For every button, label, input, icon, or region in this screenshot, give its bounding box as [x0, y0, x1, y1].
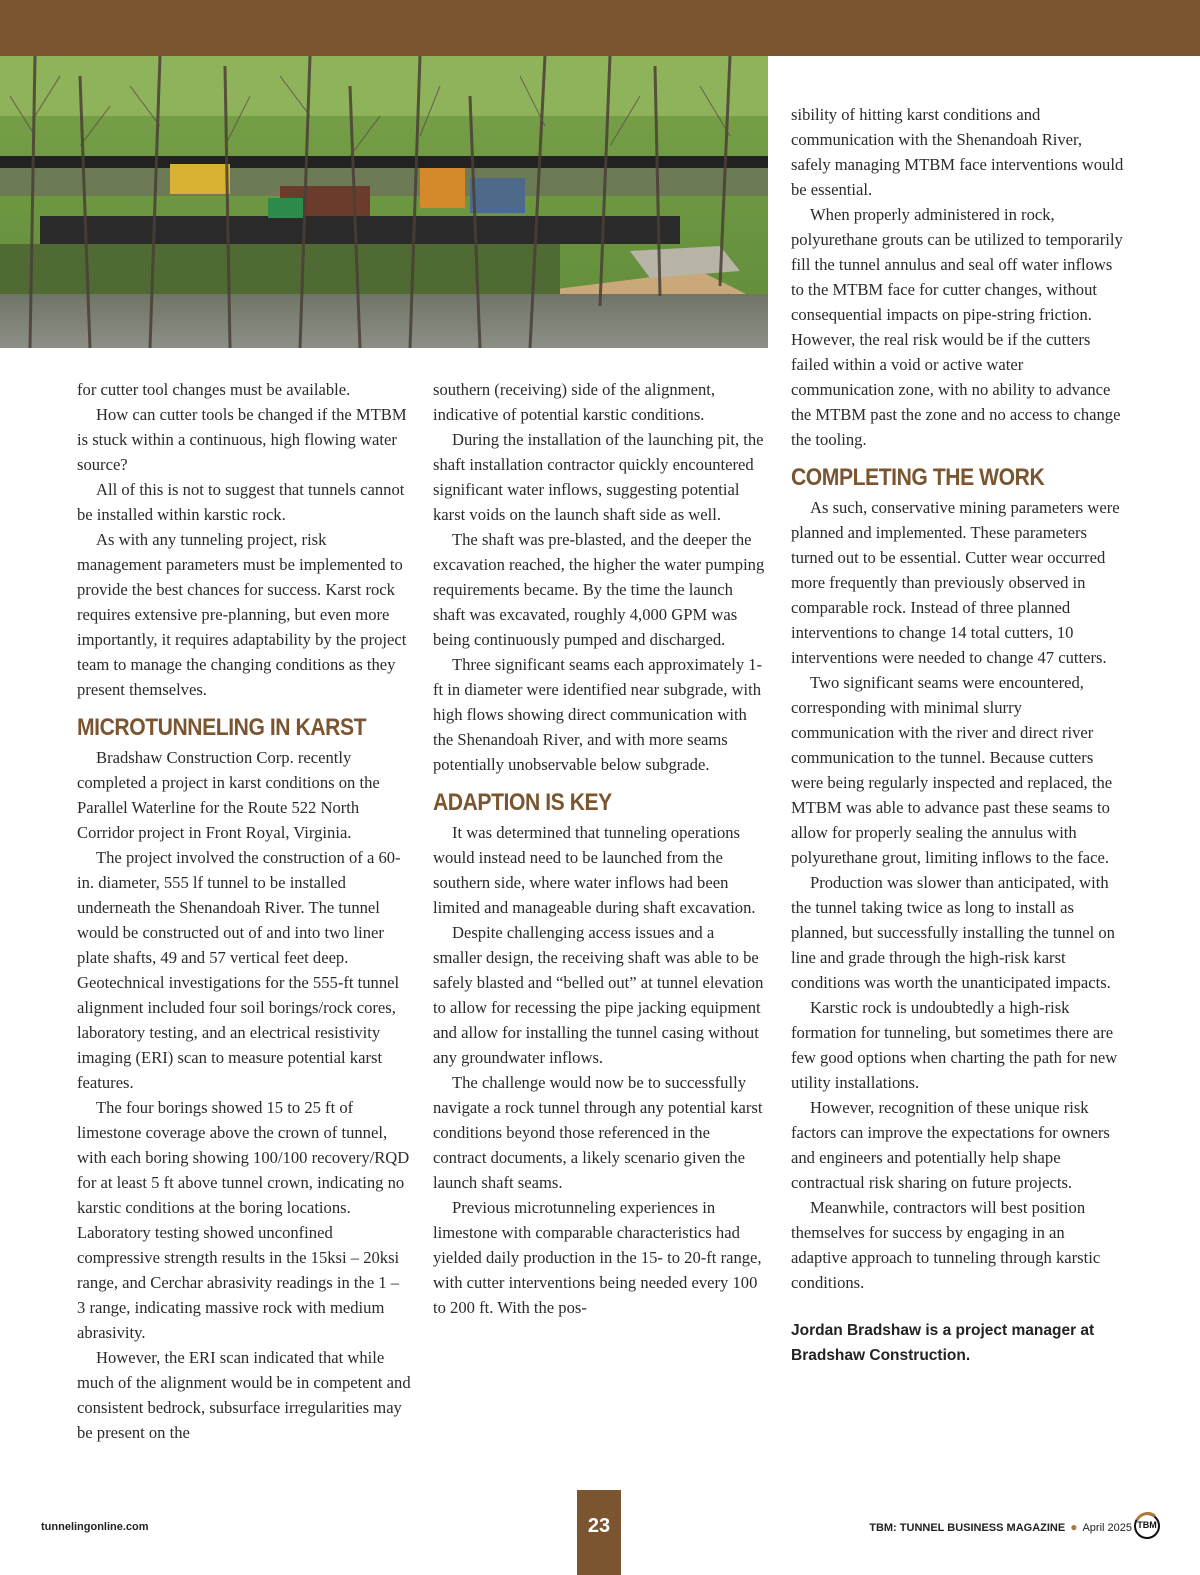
tbm-logo-text: TBM — [1137, 1520, 1157, 1530]
site-photo — [0, 56, 768, 348]
paragraph: The project involved the construction of a 60-in. diameter, 555 lf tunnel to be installed underneath the Shenandoah River. The tunnel would be constructed out of and into two liner plate shafts, 49 and 57 vertical feet deep. Geotechnical investigations for the 555-ft tunnel alignment included four soil borings/rock cores, laboratory testing, and an electrical resistivity imaging (ERI) scan to measure potential karst features. — [77, 848, 401, 1092]
paragraph: As such, conservative mining parameters were planned and implemented. These parameters turned out to be essential. Cutter wear occurred more frequently than previously observed in comparable rock. Instead of three planned interventions to change 14 total cutters, 10 interventions were needed to change 47 cutters. — [791, 498, 1120, 667]
paragraph: During the installation of the launching pit, the shaft installation contractor quickly encountered significant water inflows, suggesting potential karst voids on the launch shaft side as well. — [433, 430, 764, 524]
paragraph: sibility of hitting karst conditions and communication with the Shenandoah River, safely managing MTBM face interventions would be essential. — [791, 105, 1124, 199]
paragraph: Bradshaw Construction Corp. recently completed a project in karst conditions on the Parallel Waterline for the Route 522 North Corridor project in Front Royal, Virginia. — [77, 748, 380, 842]
paragraph: Production was slower than anticipated, with the tunnel taking twice as long to install as planned, but successfully installing the tunnel on line and grade through the high-risk karst conditions was worth the unanticipated impacts. — [791, 873, 1115, 992]
page-number-box — [577, 1490, 621, 1575]
bullet-dot-icon: ● — [1070, 1520, 1078, 1534]
paragraph: All of this is not to suggest that tunnels cannot be installed within karstic rock. — [77, 480, 405, 524]
paragraph: The challenge would now be to successfully navigate a rock tunnel through any potential karst conditions beyond those referenced in the contract documents, a likely scenario given the launch shaft seams. — [433, 1073, 763, 1192]
page-number: 23 — [587, 1515, 611, 1537]
section-heading: ADAPTION IS KEY — [433, 789, 612, 816]
magazine-name: TBM: TUNNEL BUSINESS MAGAZINE — [869, 1522, 1066, 1534]
paragraph: As with any tunneling project, risk management parameters must be implemented to provide the best chances for success. Karst rock requires extensive pre-planning, but even more importantly, it requires adaptability by the project team to manage the changing conditions as they present themselves. — [77, 530, 407, 699]
paragraph: When properly administered in rock, polyurethane grouts can be utilized to temporarily fill the tunnel annulus and seal off water inflows to the MTBM face for cutter changes, without consequential impacts on pipe-string friction. However, the real risk would be if the cutters failed within a void or active water communication zone, with no ability to advance the MTBM past the zone and no access to change the tooling. — [791, 205, 1123, 449]
paragraph: However, the ERI scan indicated that while much of the alignment would be in competent and consistent bedrock, subsurface irregularities may be present on the — [77, 1348, 411, 1442]
paragraph: The four borings showed 15 to 25 ft of limestone coverage above the crown of tunnel, with each boring showing 100/100 recovery/RQD for at least 5 ft above tunnel crown, indicating no karstic conditions at the boring locations. Laboratory testing showed unconfined compressive strength results in the 15ksi – 20ksi range, and Cerchar abrasivity readings in the 1 – 3 range, indicating massive rock with medium abrasivity. — [77, 1098, 410, 1342]
section-heading: COMPLETING THE WORK — [791, 464, 1045, 491]
footer-magazine-info — [869, 1515, 1132, 1540]
paragraph: Two significant seams were encountered, corresponding with minimal slurry communication with the river and direct river communication to the tunnel. Because cutters were being regularly inspected and replaced, the MTBM was able to advance past these seams to allow for properly sealing the annulus with polyurethane grout, limiting inflows to the face. — [791, 673, 1113, 867]
paragraph: It was determined that tunneling operations would instead need to be launched from the southern side, where water inflows had been limited and manageable during shaft excavation. — [433, 823, 756, 917]
paragraph: Three significant seams each approximately 1-ft in diameter were identified near subgrade, with high flows showing direct communication with the Shenandoah River, and with more seams potentially unobservable below subgrade. — [433, 655, 763, 774]
issue-date: April 2025 — [1082, 1522, 1132, 1534]
paragraph: How can cutter tools be changed if the MTBM is stuck within a continuous, high flowing water source? — [77, 405, 407, 474]
article-column-2 — [433, 377, 767, 1320]
footer-website[interactable]: tunnelingonline.com — [41, 1521, 149, 1533]
article-column-3 — [791, 102, 1125, 1368]
paragraph: The shaft was pre-blasted, and the deeper the excavation reached, the higher the water pumping requirements became. By the time the launch shaft was excavated, roughly 4,000 GPM was being continuously pumped and discharged. — [433, 530, 765, 649]
section-heading: MICROTUNNELING IN KARST — [77, 714, 367, 741]
paragraph: Despite challenging access issues and a smaller design, the receiving shaft was able to be safely blasted and “belled out” at tunnel elevation to allow for recessing the pipe jacking equipment and allow for installing the tunnel casing without any groundwater inflows. — [433, 923, 764, 1067]
author-bio: Jordan Bradshaw is a project manager at Bradshaw Construction. — [791, 1322, 1095, 1364]
paragraph: Meanwhile, contractors will best position themselves for success by engaging in an adaptive approach to tunneling through karstic conditions. — [791, 1198, 1101, 1292]
paragraph: southern (receiving) side of the alignment, indicative of potential karstic conditions. — [433, 380, 716, 424]
top-color-bar — [0, 0, 1200, 56]
paragraph: Karstic rock is undoubtedly a high-risk formation for tunneling, but sometimes there are few good options when charting the path for new utility installations. — [791, 998, 1118, 1092]
article-column-1 — [77, 377, 411, 1445]
paragraph: However, recognition of these unique risk factors can improve the expectations for owners and engineers and potentially help shape contractual risk sharing on future projects. — [791, 1098, 1110, 1192]
paragraph: Previous microtunneling experiences in limestone with comparable characteristics had yielded daily production in the 15- to 20-ft range, with cutter interventions being needed every 100 to 200 ft. With the pos- — [433, 1198, 762, 1317]
paragraph: for cutter tool changes must be available. — [77, 380, 351, 399]
tbm-logo — [1133, 1512, 1161, 1540]
